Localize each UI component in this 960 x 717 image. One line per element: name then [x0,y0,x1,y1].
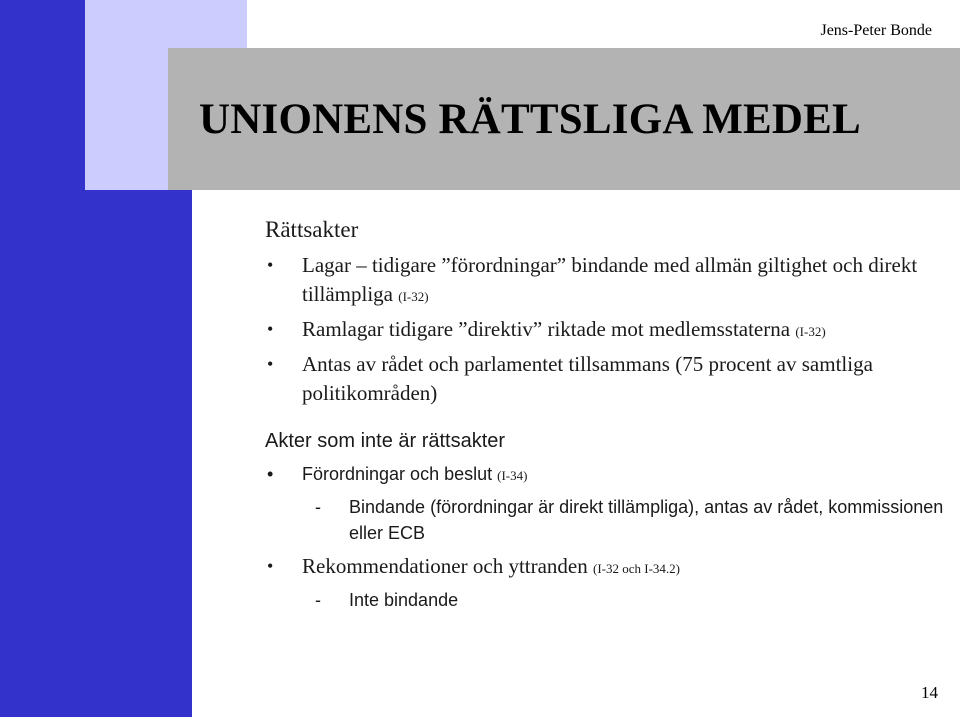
list-item-text: Ramlagar tidigare ”direktiv” riktade mot medlemsstaterna [302,317,796,341]
article-ref: (I-32) [795,324,826,339]
list-item-text: Rekommendationer och yttranden [302,554,593,578]
article-ref: (I-32) [398,289,429,304]
dash-marker: - [315,590,321,610]
list-item [265,251,945,311]
list-item-text: Förordningar och beslut [302,464,498,484]
section-rattsakter [265,215,945,408]
list-item [265,552,945,583]
section-heading: Rättsakter [265,217,359,242]
page-number: 14 [921,683,938,702]
sub-item [265,494,945,546]
slide-content [265,215,945,613]
sub-item-text: Bindande (förordningar är direkt tillämpliga), antas av rådet, kommissionen eller ECB [349,497,944,543]
list-item [265,350,945,408]
list-item-text: Lagar – tidigare ”förordningar” bindande med allmän giltighet och direkt tillämpliga [302,253,918,306]
bullet-icon: • [267,319,274,339]
section-heading: Akter som inte är rättsakter [265,430,506,452]
bullet-icon: • [267,556,274,576]
list-item [265,315,945,346]
bullet-icon: • [267,255,274,275]
bullet-icon: • [267,354,274,374]
article-ref: (I-34) [497,468,528,483]
sub-item-text: Inte bindande [349,590,459,610]
list-item-text: Antas av rådet och parlamentet tillsammans (75 procent av samtliga politikområden) [302,352,873,405]
article-ref: (I-32 och I-34.2) [593,561,680,576]
sub-item [265,587,945,613]
section-akter [265,426,945,613]
dash-marker: - [315,497,321,517]
author-name: Jens-Peter Bonde [820,22,932,39]
slide-title: UNIONENS RÄTTSLIGA MEDEL [199,96,861,143]
list-item [265,460,945,490]
bullet-icon: • [267,464,274,484]
